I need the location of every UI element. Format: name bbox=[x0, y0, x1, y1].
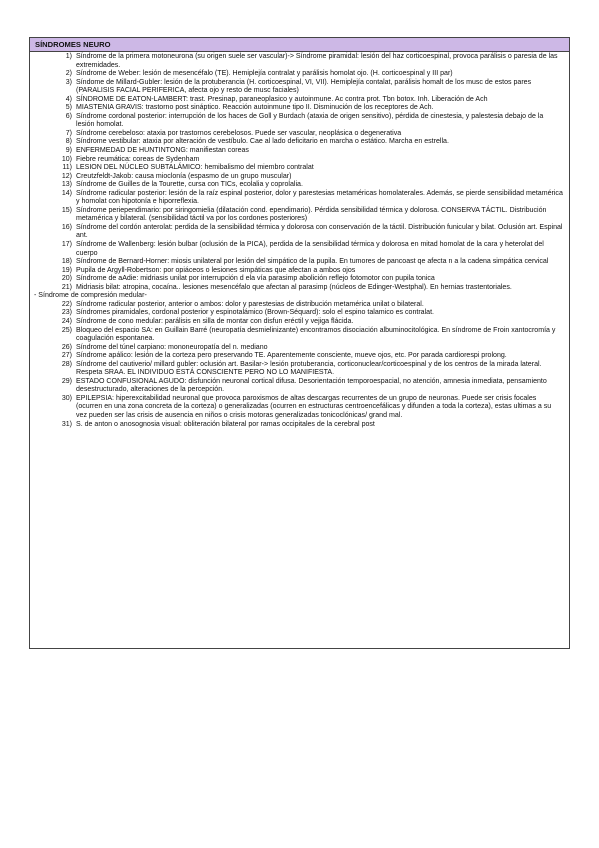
item-number: 21) bbox=[61, 283, 72, 291]
item-number: 22) bbox=[61, 300, 72, 308]
item-number: 18) bbox=[61, 258, 72, 266]
list-item bbox=[34, 79, 563, 96]
list-item bbox=[34, 173, 563, 182]
list-item bbox=[34, 361, 563, 378]
item-number: 10) bbox=[61, 155, 72, 163]
item-number: 14) bbox=[61, 189, 72, 197]
list-item bbox=[34, 147, 563, 156]
item-number: 4) bbox=[65, 95, 72, 103]
item-text: Síndrome radicular posterior: lesión de la raíz espinal posterior, dolor y parestesias metaméricas homolaterales. Además, se pierde sensibilidad metamérica y homolat con hipotonía e hiporreflexia. bbox=[76, 189, 563, 206]
list-item bbox=[34, 395, 563, 421]
item-number: 3) bbox=[65, 78, 72, 86]
item-text: Síndrome cordonal posterior: interrupción de los haces de Goll y Burdach (ataxia de origen sensitivo), pérdida de cinestesia, y palestesia debajo de la lesión homolat. bbox=[76, 112, 544, 129]
item-number: 30) bbox=[61, 394, 72, 402]
list-item bbox=[34, 113, 563, 130]
item-text: LESION DEL NÚCLEO SUBTALÁMICO: hemibalismo del miembro contralat bbox=[76, 164, 314, 172]
item-text: Midriasis bilat: atropina, cocaína.. lesiones mesencéfalo que afectan al parasimp (núcleos de Edinger-Westphal). En hernias trastentoriales. bbox=[76, 283, 512, 291]
table-header: SÍNDROMES NEURO bbox=[30, 38, 569, 52]
item-number: 12) bbox=[61, 172, 72, 180]
list-item bbox=[34, 258, 563, 267]
item-text: Síndrome de Bernard-Horner: miosis unilateral por lesión del simpático de la pupila. En tumores de pancoast qe afecta n a la cadena simpática cervical bbox=[76, 258, 549, 266]
item-text: Síndrome cerebeloso: ataxia por trastornos cerebelosos. Puede ser vascular, neoplásica o degenerativa bbox=[76, 129, 402, 137]
list-item bbox=[34, 318, 563, 327]
list-item bbox=[34, 181, 563, 190]
item-text: SÍNDROME DE EATON-LAMBERT: trast. Presinap, paraneoplasico y autoinmune. Ac contra prot. Tbn botox. Inh. Liberación de Ach bbox=[76, 95, 488, 103]
section-label: - Síndrome de compresión medular- bbox=[34, 292, 147, 300]
item-text: Síndromes piramidales, cordonal posterior y espinotalámico (Brown-Séquard): solo el espino talamico es contralat. bbox=[76, 309, 434, 317]
item-text: Síndrome del cordón anterolat: perdida de la sensibilidad térmica y dolorosa con conservación de la táctil. Distribución funicular y bilat. Oclusión art. Espinal ant. bbox=[76, 223, 563, 240]
item-text: ESTADO CONFUSIONAL AGUDO: disfunción neuronal cortical difusa. Desorientación temporoespacial, no atención, amnesia inmediata, pensamiento desestructurado, alteraciones de la percepción. bbox=[76, 377, 547, 394]
list-item bbox=[34, 241, 563, 258]
list-item bbox=[34, 70, 563, 79]
item-text: Síndrome de Wallenberg: lesión bulbar (oclusión de la PICA), perdida de la sensibilidad térmica y dolorosa en mitad homolat de la cara y heterolat del cuerpo bbox=[76, 241, 544, 257]
list-item bbox=[34, 104, 563, 113]
item-text: Creutzfeldt-Jakob: causa mioclonía (espasmo de un grupo muscular) bbox=[76, 172, 292, 180]
list-item bbox=[34, 275, 563, 284]
list-item bbox=[34, 156, 563, 165]
item-number: 7) bbox=[65, 129, 72, 137]
list-item bbox=[34, 53, 563, 70]
item-text: EPILEPSIA: hiperexcitabilidad neuronal que provoca paroxismos de altas descargas recurrentes de un grupo de neuronas. Puede ser crisis focales (ocurren en una zona concreta de la corteza) o generalizadas (ocurren en estructuras centroencefálicas y difunden a toda la corteza), estas ultimas a su vez pueden ser las crisis de ausencia en niños o crisis motoras generalizadas tonicoclónicas/ grand mal. bbox=[76, 394, 552, 419]
list-item bbox=[34, 344, 563, 353]
list-item bbox=[34, 309, 563, 318]
syndromes-list bbox=[30, 52, 569, 429]
syndromes-table bbox=[29, 37, 570, 649]
item-text: Síndrome radicular posterior, anterior o ambos: dolor y parestesias de distribución metamérica unilat o bilateral. bbox=[76, 300, 424, 308]
item-text: Bloqueo del espacio SA: en Guillain Barré (neuropatía desmielinizante) encontramos disociación albuminocitológica. En síndrome de Froin xantocromía y coagulación espontanea. bbox=[76, 326, 556, 343]
item-text: Fiebre reumática: coreas de Sydenham bbox=[76, 155, 200, 163]
item-number: 11) bbox=[62, 164, 72, 172]
item-text: Síndome de Millard-Gubler: lesión de la protuberancia (H. corticoespinal, VI, VII). Hemiplejía contalat, parálisis homalt de los musc de estos pares (PARALISIS FACIAL PERIFERICA, afecta ojo y resto de musc faciales) bbox=[76, 78, 532, 95]
list-item bbox=[34, 207, 563, 224]
item-text: Síndrome apálico: lesión de la corteza pero preservando TE. Aparentemente consciente, mueve ojos, etc. Por parada cardiorespi prolong. bbox=[76, 352, 507, 360]
item-text: Pupila de Argyll-Robertson: por opiáceos o lesiones simpáticas que afectan a ambos ojos bbox=[76, 266, 356, 274]
item-number: 31) bbox=[61, 420, 72, 428]
item-text: Síndrome de aAdie: midriasis unilat por interrupción d ela vía parasimp abolición reflejo fotomotor con pupila tonica bbox=[76, 275, 435, 283]
item-text: Síndrome vestibular: ataxia por alteración de vestíbulo. Cae al lado deficitario en marcha o estático. Marcha en estrella. bbox=[76, 138, 449, 146]
list-item bbox=[34, 190, 563, 207]
item-text: ENFERMEDAD DE HUNTINTONG: manifiestan coreas bbox=[76, 147, 249, 155]
item-text: Síndrome de Guilles de la Tourette, cursa con TICs, ecolalia y coprolalia. bbox=[76, 181, 303, 189]
item-number: 25) bbox=[61, 326, 72, 334]
item-text: S. de anton o anosognosia visual: obliteración bilateral por ramas occipitales de la cerebral post bbox=[76, 420, 375, 428]
list-item bbox=[34, 267, 563, 276]
item-number: 27) bbox=[61, 352, 72, 360]
list-item bbox=[34, 352, 563, 361]
item-number: 8) bbox=[65, 138, 72, 146]
item-number: 26) bbox=[61, 343, 72, 351]
list-item bbox=[34, 96, 563, 105]
item-number: 29) bbox=[61, 377, 72, 385]
item-text: Síndrome del túnel carpiano: mononeuropatía del n. mediano bbox=[76, 343, 268, 351]
item-number: 24) bbox=[61, 317, 72, 325]
item-number: 20) bbox=[61, 275, 72, 283]
item-number: 19) bbox=[61, 266, 72, 274]
item-number: 17) bbox=[61, 241, 72, 249]
list-item bbox=[34, 164, 563, 173]
list-item bbox=[34, 301, 563, 310]
item-text: Síndrome del cautiverio/ millard gubler: oclusión art. Basilar-> lesión protuberancia, corticonuclear/corticoespinal y de los centros de la mirada lateral. Respeta SRAA. EL INDIVIDUO ESTÁ CONSCIENTE PERO NO LO MANIFIESTA. bbox=[76, 360, 542, 377]
list-item bbox=[34, 130, 563, 139]
item-number: 15) bbox=[61, 206, 72, 214]
item-number: 9) bbox=[65, 147, 72, 155]
item-text: Síndrome periependimario: por siringomielia (dilatación cond. ependimario). Pérdida sensibilidad térmica y dolorosa. CONSERVA TÁCTIL. Distribución metamérica y bilateral. (sensibilidad táctil va por los cordones posteriores) bbox=[76, 206, 547, 223]
item-number: 2) bbox=[65, 70, 72, 78]
item-text: Síndrome de la primera motoneurona (su origen suele ser vascular)-> Síndrome piramidal: lesión del haz corticoespinal, provoca parálisis o paresia de las extremidades. bbox=[76, 53, 558, 69]
item-number: 23) bbox=[61, 309, 72, 317]
list-item bbox=[34, 421, 563, 430]
list-item bbox=[34, 327, 563, 344]
item-text: Síndrome de Weber: lesión de mesencéfalo (TE). Hemiplejía contralat y parálisis homolat ojo. (H. corticoespinal y III par) bbox=[76, 70, 453, 78]
item-text: Síndrome de cono medular: parálisis en silla de montar con disfun eréctil y vejiga flácida. bbox=[76, 317, 354, 325]
list-item bbox=[34, 284, 563, 293]
list-item bbox=[34, 378, 563, 395]
item-number: 1) bbox=[65, 53, 72, 60]
item-number: 5) bbox=[65, 104, 72, 112]
item-number: 13) bbox=[61, 181, 72, 189]
list-item bbox=[34, 224, 563, 241]
item-number: 28) bbox=[61, 360, 72, 368]
item-text: MIASTENIA GRAVIS: trastorno post sináptico. Reacción autoinmune tipo II. Disminución de los receptores de Ach. bbox=[76, 104, 434, 112]
item-number: 6) bbox=[65, 112, 72, 120]
list-item bbox=[34, 138, 563, 147]
item-number: 16) bbox=[61, 223, 72, 231]
